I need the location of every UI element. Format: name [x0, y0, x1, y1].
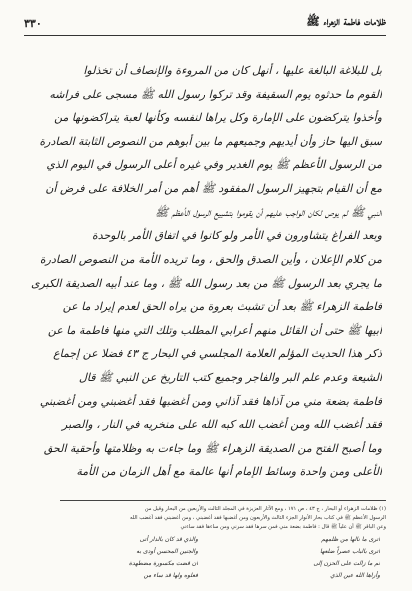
manuscript-line: سبق اليها حاز وأن أيديهم وجميعهم ما بين أبوهم من النصوص الثابتة الصادرة: [39, 134, 382, 148]
manuscript-line: ما يجري بعد الرسول ﷺ من بعد رسول الله ﷺ ، وما عند أبيه الصديقة الكبرى: [30, 276, 382, 290]
manuscript-line: بل للبلاغة البالغة عليها ، أنهل كان من المروءة والإنصاف أن تخذلوا: [83, 64, 382, 77]
page-number: ٣٣٠: [24, 16, 42, 30]
running-head: [24, 13, 386, 33]
handwritten-body: [26, 62, 382, 487]
verse-line: أن قضت مكسورة مضطهدة: [128, 560, 198, 567]
footnotes: [32, 505, 386, 531]
manuscript-line: من كلام الإعلان ، وأين الصدق والحق ، وما تريده الأمة من النصوص الصادرة: [39, 252, 382, 266]
manuscript-line: وما أصبح الفتح من الصديقة الزهراء ﷺ وما جاءت به وظلامتها وأحقية الحق: [43, 441, 382, 455]
manuscript-line: فاطمة الزهراء ﷺ بعد أن تشبث بعروة من يراه الحق لعدم إيراد ما عن: [62, 300, 382, 314]
manuscript-line: أبيها ﷺ حتى أن القائل منهم أعرابي المطلب وتلك التي منها فاطمة ما عن: [47, 323, 382, 337]
manuscript-line: فاطمة بضعة مني من آذاها فقد آذاني ومن أغضبها فقد أغضبني ومن أغضبني: [39, 394, 382, 408]
manuscript-line: الأعلى ومن واحدة وسائط الإمام أنها عالمة مع أهل الزمان من الأمة: [76, 465, 382, 479]
verse-line: أترى بالباب عصراً ضلعها: [319, 548, 380, 555]
footnote-line: وعن الباقر ﷺ أن علياً ﷺ قال : فاطمة بضعة مني فمن سرها فقد سرني ومن ساءها فقد ساءني: [180, 524, 386, 530]
header-rule: [24, 35, 386, 36]
footnote-line: الرسول الأعظم ﷺ في كتاب بحار الأنوار الجزء الثالث والأربعون ومن أغضبها فقد أغضبني ، ومن أغضبني فقد أغضب الله: [130, 515, 386, 521]
manuscript-line: مع أن القيام بتجهيز الرسول المفقود ﷺ أهم من أمر الخلافة على فرض أن: [45, 182, 382, 196]
manuscript-line: القوم ما حدثوه يوم السقيفة وقد تركوا رسول الله ﷺ مسجى على فراشه: [49, 87, 382, 101]
verse-line: والذي قد كان بالدار أتى: [139, 536, 198, 543]
verse-line: وأراها الله عين الذي: [330, 572, 380, 579]
manuscript-line: فقد أغضب الله ومن أغضب الله كبه الله على منخريه في النار ، والصبر: [62, 418, 382, 432]
footnote-rule: [60, 500, 386, 501]
verse-line: أترى ما نالها من ظلمهم: [321, 536, 380, 543]
manuscript-line: وأخذوا يتركضون على الإمارة وكل يراها لنفسه وكأنها لعبة يتراكضونها من: [54, 111, 382, 125]
manuscript-line: وبعد الفراغ يتشاورون في الأمر ولو كانوا في اتفاق الأمر بالوحدة: [91, 229, 382, 243]
verse-line: فعلوه ولها قد ساء من: [143, 572, 198, 579]
verse-line: ثم ما زالت على الحزن إلى: [313, 560, 380, 567]
footnote-line: (١) ظلامات الزهراء أو البحار ، ج ٤٣ ، ص ١٧١ ، ومع الآثار العزيزة في المجلد الثالث والأربعين من البحار وقيل من: [144, 506, 386, 512]
page-title: ظلامات فاطمة الزهراء ﷺ: [306, 15, 386, 28]
manuscript-line: الشيعة وعدم علم البر والفاجر وجميع كتب التاريخ عن النبي ﷺ قال: [78, 370, 382, 384]
manuscript-line: من الرسول الأعظم ﷺ يوم الغدير وفي غيره أعلى الرسول في اليوم الذي: [46, 158, 382, 172]
manuscript-line: ذكر هذا الحديث المؤلم العلامة المجلسي في البحار ج ٤٣ فضلا عن إجماع: [53, 347, 382, 361]
poem-verses: [40, 534, 380, 582]
manuscript-line: النبي ﷺ لم يوص لكان الواجب عليهم أن يقوموا بتشييع الرسول الأعظم ﷺ: [155, 205, 382, 219]
verse-line: والجنين المحسن أودى به: [136, 548, 198, 555]
